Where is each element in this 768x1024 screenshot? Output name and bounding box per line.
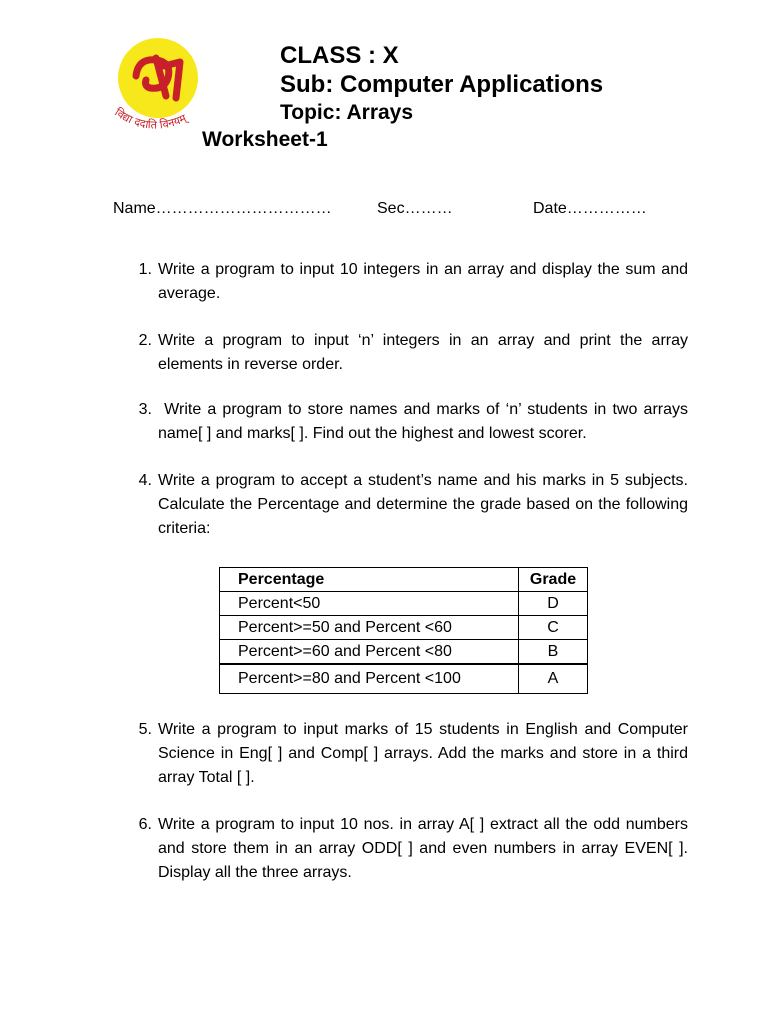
grade-header: Grade <box>519 568 588 592</box>
date-field: Date…………… <box>533 200 647 217</box>
name-field: Name…………………………… <box>113 200 332 217</box>
percentage-cell: Percent>=60 and Percent <80 <box>220 640 519 665</box>
question-number: 5. <box>138 721 152 738</box>
table-row <box>220 664 588 694</box>
percentage-cell: Percent<50 <box>220 592 519 616</box>
percentage-header: Percentage <box>220 568 519 592</box>
topic-heading: Topic: Arrays <box>280 101 414 124</box>
table-row <box>220 616 588 640</box>
grade-criteria-table <box>219 567 588 694</box>
question-item <box>130 258 688 306</box>
question-item <box>130 398 693 446</box>
question-item <box>130 329 688 377</box>
table-header-row <box>220 568 588 592</box>
table-row <box>220 640 588 665</box>
question-text: Write a program to input ‘n’ integers in an array and print the array elements in reverse order. <box>158 332 688 373</box>
percentage-cell: Percent>=50 and Percent <60 <box>220 616 519 640</box>
question-text: Write a program to input 10 nos. in array A[ ] extract all the odd numbers and store them in an array ODD[ ] and even numbers in array EVEN[ ]. Display all the three arrays. <box>158 816 688 881</box>
section-field: Sec……… <box>377 200 453 217</box>
shri-emblem-icon <box>106 36 206 136</box>
grade-cell: A <box>519 664 588 694</box>
subject-heading: Sub: Computer Applications <box>280 71 604 98</box>
question-text: Write a program to input 10 integers in an array and display the sum and average. <box>158 261 688 302</box>
question-number: 4. <box>138 472 152 489</box>
question-text: Write a program to store names and marks of ‘n’ students in two arrays name[ ] and marks[ ]. Find out the highest and lowest scorer. <box>158 401 693 442</box>
grade-cell: C <box>519 616 588 640</box>
grade-cell: D <box>519 592 588 616</box>
logo-motto: विद्या ददाति विनयम् <box>112 105 189 132</box>
question-text: Write a program to accept a student’s name and his marks in 5 subjects. Calculate the Percentage and determine the grade based on the following criteria: <box>158 472 688 537</box>
question-item <box>130 718 688 790</box>
question-text: Write a program to input marks of 15 students in English and Computer Science in Eng[ ] and Comp[ ] arrays. Add the marks and store in a third array Total [ ]. <box>158 721 688 786</box>
question-item <box>130 813 688 885</box>
question-number: 6. <box>138 816 152 833</box>
question-number: 2. <box>138 332 152 349</box>
question-number: 3. <box>138 401 152 418</box>
question-item <box>130 469 688 541</box>
class-heading: CLASS : X <box>280 42 399 69</box>
percentage-cell: Percent>=80 and Percent <100 <box>220 664 519 694</box>
grade-cell: B <box>519 640 588 665</box>
question-number: 1. <box>138 261 152 278</box>
worksheet-title: Worksheet-1 <box>202 128 328 151</box>
table-row <box>220 592 588 616</box>
